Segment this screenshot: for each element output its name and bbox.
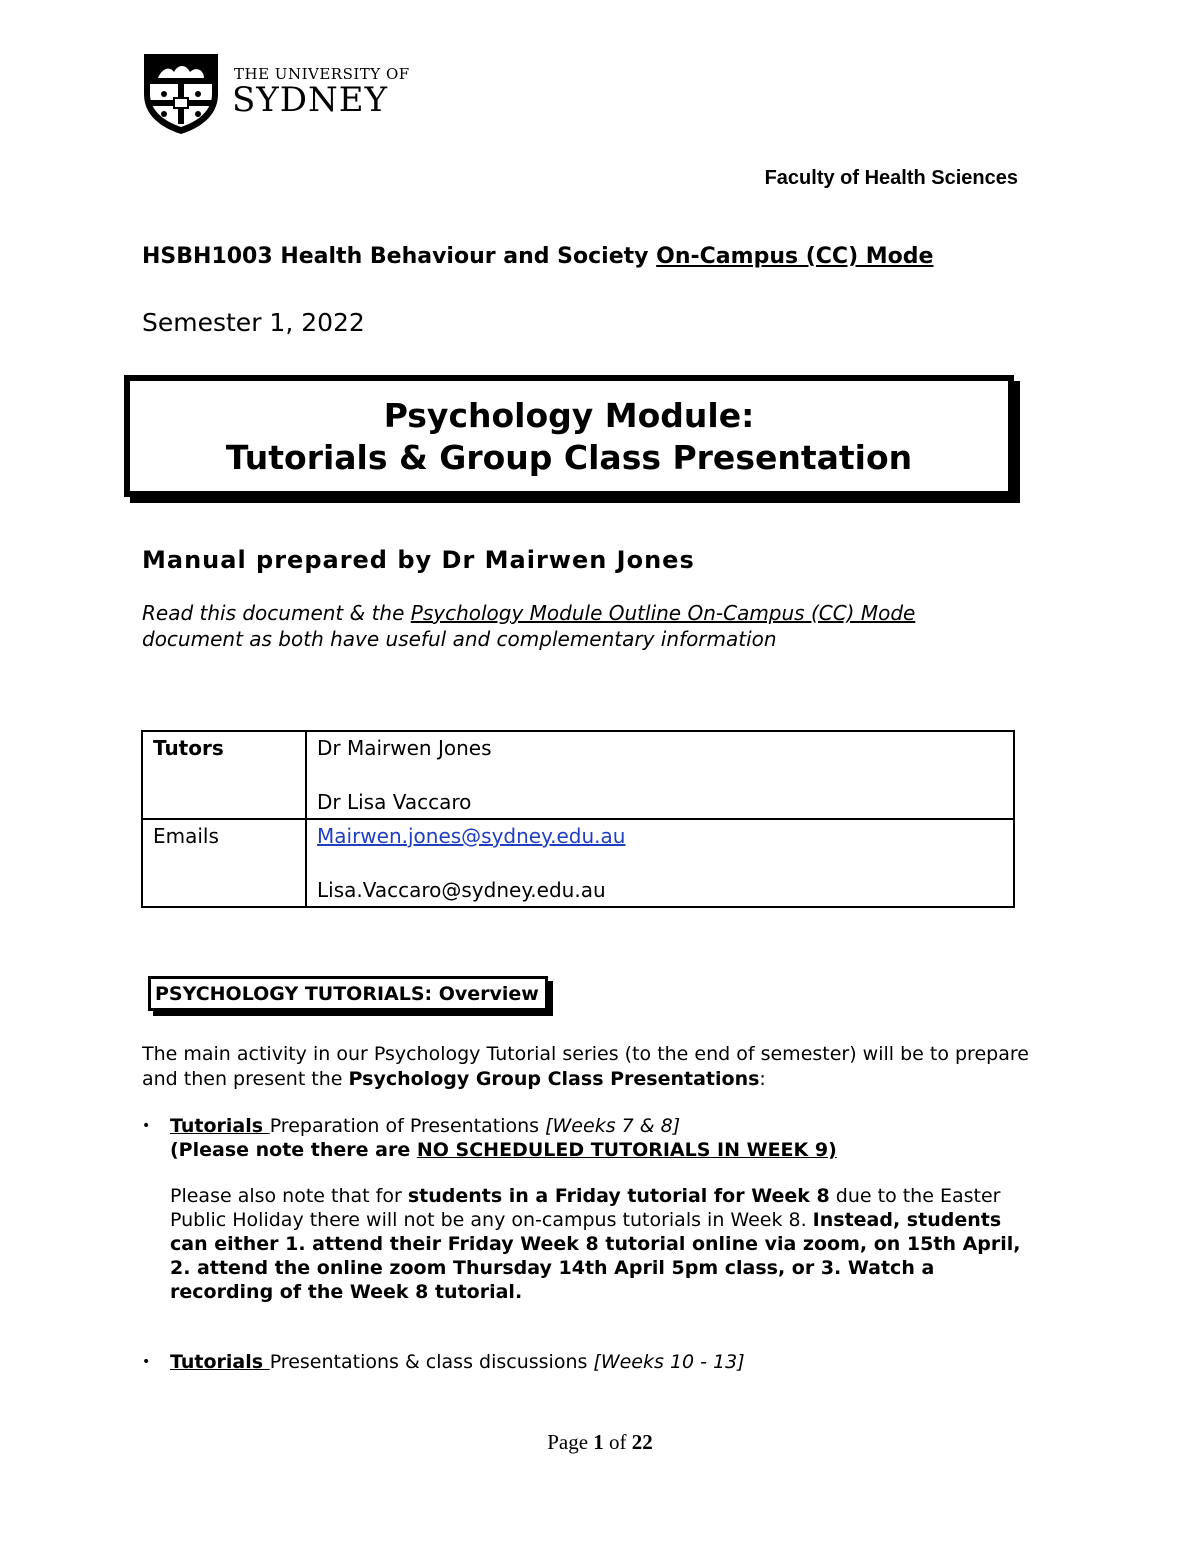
logo-text-top: THE UNIVERSITY OF: [234, 65, 410, 83]
intro-colon: :: [759, 1068, 766, 1090]
friday-note-bold-2: Instead, students can either 1. attend their Friday Week 8 tutorial online via zoom, on 15th April, 2. attend the online zoom Thursday 14th April 5pm class, or 3. Watch a recording of the Week 8 tutorial.: [170, 1209, 1021, 1303]
page-total: 22: [631, 1430, 653, 1454]
emails-cell: [306, 819, 1014, 907]
table-row: [142, 819, 1014, 907]
university-logo: [138, 50, 410, 136]
contacts-table: [141, 730, 1015, 908]
bullet-weeks: [Weeks 7 & 8]: [545, 1115, 681, 1137]
tutors-cell: [306, 731, 1014, 819]
bullet-label: Tutorials: [170, 1351, 270, 1373]
friday-note-text: Please also note that for: [170, 1185, 408, 1207]
week9-note-emphasis: NO SCHEDULED TUTORIALS IN WEEK 9): [416, 1139, 837, 1161]
page-number: 1: [593, 1430, 604, 1454]
manual-author: Manual prepared by Dr Mairwen Jones: [142, 546, 695, 574]
intro-bold: Psychology Group Class Presentations: [348, 1068, 760, 1090]
section-heading: PSYCHOLOGY TUTORIALS: Overview: [148, 976, 548, 1011]
page-footer: [0, 1430, 1200, 1455]
title-box: [124, 375, 1014, 497]
bullet-label: Tutorials: [170, 1115, 270, 1137]
bullet-item-presentations: [142, 1350, 1042, 1374]
course-title: [142, 244, 933, 269]
email-link[interactable]: Mairwen.jones@sydney.edu.au: [317, 824, 626, 848]
tutor-name: Dr Lisa Vaccaro: [317, 790, 472, 814]
friday-note: [170, 1184, 1030, 1304]
bullet-text: Presentations & class discussions: [269, 1351, 594, 1373]
logo-text-main: SYDNEY: [232, 80, 389, 120]
emails-label: Emails: [142, 819, 306, 907]
bullet-weeks: [Weeks 10 - 13]: [593, 1351, 745, 1373]
intro-text: The main activity in our Psychology Tutorial series (to the end of semester) will be to prepare and then present the: [142, 1043, 1029, 1090]
course-name: HSBH1003 Health Behaviour and Society: [142, 244, 657, 269]
bullet-text: Preparation of Presentations: [269, 1115, 546, 1137]
email-text: Lisa.Vaccaro@sydney.edu.au: [317, 878, 606, 902]
intro-paragraph: [142, 1042, 1042, 1092]
read-note-pre: Read this document & the: [142, 601, 411, 625]
course-mode: On-Campus (CC) Mode: [656, 244, 934, 269]
of-word: of: [603, 1430, 632, 1454]
read-note-post: document as both have useful and complementary information: [142, 627, 777, 651]
crest-icon: [138, 50, 224, 136]
week9-note-pre: (Please note there are: [170, 1139, 417, 1161]
faculty-name: Faculty of Health Sciences: [764, 167, 1018, 189]
bullet-icon: •: [142, 1118, 151, 1134]
bullet-item-preparation: [142, 1114, 1042, 1162]
friday-note-bold: students in a Friday tutorial for Week 8: [407, 1185, 830, 1207]
tutor-name: Dr Mairwen Jones: [317, 736, 492, 760]
table-row: [142, 731, 1014, 819]
read-note: [142, 600, 1022, 652]
semester: Semester 1, 2022: [142, 308, 365, 337]
outline-document-ref: Psychology Module Outline On-Campus (CC) Mode: [410, 601, 916, 625]
page-word: Page: [547, 1430, 594, 1454]
tutors-label: Tutors: [142, 731, 306, 819]
title-line-2: Tutorials & Group Class Presentation: [225, 438, 913, 477]
friday-note-text-2: due to the Easter Public Holiday there will not be any on-campus tutorials in Week 8.: [170, 1185, 1001, 1231]
bullet-icon: •: [142, 1354, 151, 1370]
title-line-1: Psychology Module:: [383, 396, 755, 435]
